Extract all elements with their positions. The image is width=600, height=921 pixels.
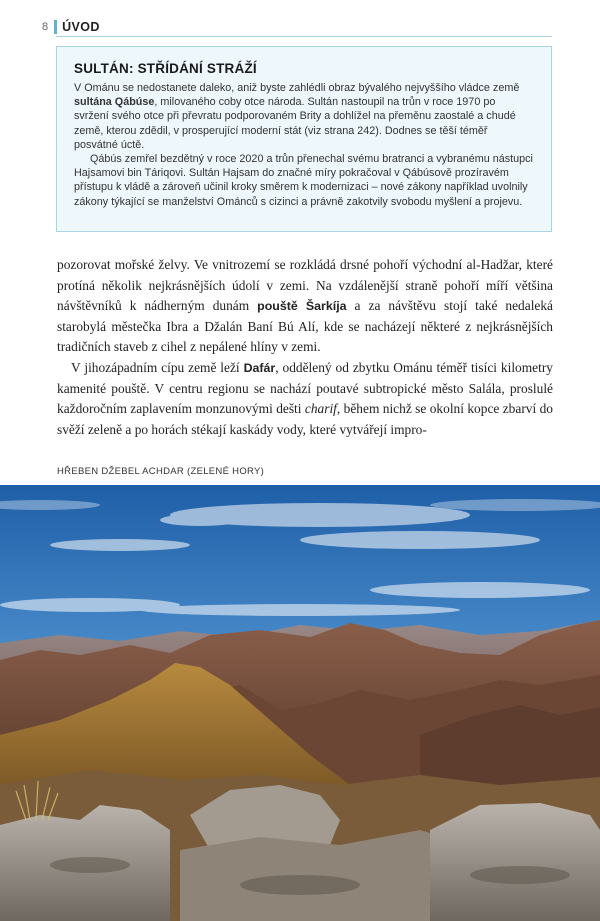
body-paragraph-2	[57, 358, 553, 440]
body-p2-bold: Dafár	[243, 360, 276, 375]
sidebar-title: SULTÁN: STŘÍDÁNÍ STRÁŽÍ	[74, 61, 257, 76]
body-p1-text-a: pozorovat mořské želvy. Ve vnitrozemí se rozkládá drsné pohoří východní al-Hadžar, které protíná několik nejkrásnějších údolí v zemi. Na vzdálenější straně pohoří míří většina návštěvníků k nádherným dunám	[57, 257, 553, 314]
photo-caption: HŘEBEN DŽEBEL ACHDAR (ZELENÉ HORY)	[57, 466, 265, 477]
landscape-photo	[0, 485, 600, 921]
mountain-landscape-illustration	[0, 485, 600, 921]
sidebar-box	[56, 46, 552, 232]
body-paragraph-1	[57, 255, 553, 358]
main-body-text	[57, 255, 553, 440]
header-rule	[56, 36, 552, 37]
sidebar-paragraph-2: Qábús zemřel bezdětný v roce 2020 a trůn přenechal svému bratranci a vybranému nástupci Hajsamovi bin Táriqovi. Sultán Hajsam do značné míry pokračoval v Qábúsově prozíravém přístupu k vládě a zároveň učinil kroky směrem k modernizaci – nové zákony například uvolnily zákony týkající se manželství Ománců s cizinci a právně zakotvily svobodu myšlení a projevu.	[74, 153, 533, 208]
page-number: 8	[42, 21, 49, 33]
body-p2-italic: charif	[304, 401, 337, 417]
body-p1-bold: pouště Šarkíja	[257, 299, 347, 314]
section-title: ÚVOD	[62, 20, 100, 34]
header-accent-bar	[54, 20, 57, 34]
body-p2-text-a: V jihozápadním cípu země leží	[71, 359, 244, 375]
body-p2-text-b: , oddělený od zbytku Ománu téměř tisíci kilometry kamenité pouště. V centru regionu se nachází poutavé subtropické město Salála, proslulé každoročním zaplavením monzunovými dešti	[57, 359, 553, 417]
running-header	[42, 18, 552, 36]
sidebar-paragraph-1	[74, 81, 533, 152]
body-p1-text-b: a za návštěvu stojí také nedaleká starobylá městečka Ibra a Džalán Baní Bú Alí, kde se nacházejí některé z nejkrásnějších tradičních staveb z cihel z nepálené hlíny v zemi.	[57, 298, 554, 355]
sidebar-p1-text-a: V Ománu se nedostanete daleko, aniž byste zahlédli obraz bývalého nejvyššího vládce země	[74, 82, 520, 94]
body-p2-text-c: , během nichž se okolní kopce zbarví do svěží zeleně a po horách stékají kaskády vody, které vytvářejí impro-	[57, 401, 553, 437]
sidebar-p1-bold: sultána Qábúse	[74, 96, 155, 109]
sidebar-p1-text-b: , milovaného coby otce národa. Sultán nastoupil na trůn v roce 1970 po svržení svého otce při převratu podporovaném Brity a dohlížel na přeměnu zaostalé a chudé země, kterou zdědil, v prosperující moderní stát (viz strana 242). Dodnes se těší téměř posvátné úctě.	[74, 96, 516, 151]
